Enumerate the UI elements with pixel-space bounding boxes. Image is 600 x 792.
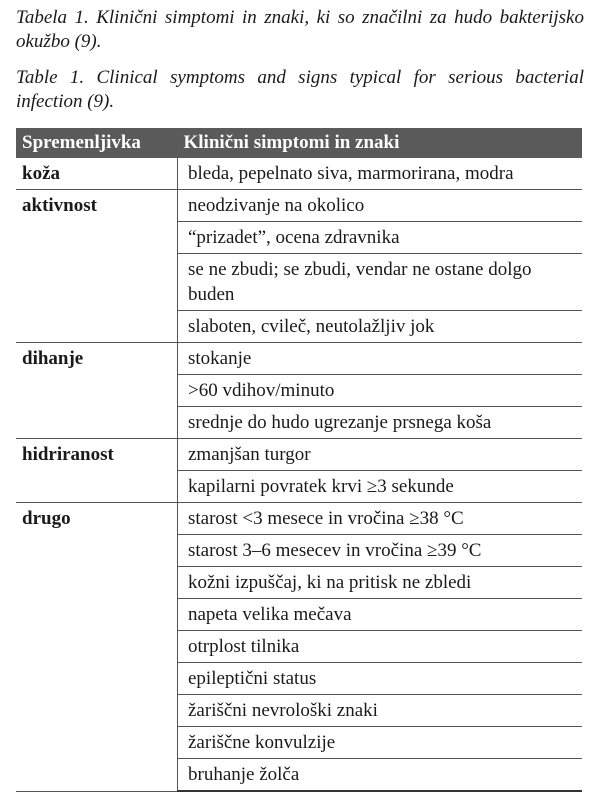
table-row [16, 503, 582, 535]
table-row [16, 311, 582, 343]
symptom-cell: “prizadet”, ocena zdravnika [178, 222, 583, 254]
header-variable: Spremenljivka [16, 128, 178, 158]
symptom-cell: starost <3 mesece in vročina ≥38 °C [178, 503, 583, 535]
table-row [16, 407, 582, 439]
variable-cell [16, 254, 178, 311]
symptom-cell: starost 3–6 mesecev in vročina ≥39 °C [178, 535, 583, 567]
symptom-cell: srednje do hudo ugrezanje prsnega koša [178, 407, 583, 439]
symptom-cell: neodzivanje na okolico [178, 190, 583, 222]
symptom-cell: žariščne konvulzije [178, 727, 583, 759]
variable-cell [16, 222, 178, 254]
table-row [16, 190, 582, 222]
symptom-cell: otrplost tilnika [178, 631, 583, 663]
symptom-cell: kapilarni povratek krvi ≥3 sekunde [178, 471, 583, 503]
table-body [16, 158, 582, 791]
variable-cell [16, 599, 178, 631]
table-row [16, 759, 582, 792]
variable-cell: hidriranost [22, 444, 114, 465]
table-row [16, 695, 582, 727]
symptom-cell: se ne zbudi; se zbudi, vendar ne ostane dolgo buden [178, 254, 583, 311]
variable-cell [16, 759, 178, 792]
header-symptoms: Klinični simptomi in znaki [178, 128, 583, 158]
variable-cell [16, 535, 178, 567]
table-row [16, 631, 582, 663]
variable-cell [16, 567, 178, 599]
symptom-cell: slaboten, cvileč, neutolažljiv jok [178, 311, 583, 343]
table-caption-english: Table 1. Clinical symptoms and signs typical for serious bacterial infection (9). [16, 67, 584, 112]
table-row [16, 158, 582, 190]
variable-cell [16, 471, 178, 503]
variable-cell [16, 407, 178, 439]
symptom-cell: epileptični status [178, 663, 583, 695]
variable-cell: aktivnost [22, 195, 97, 216]
symptom-cell: napeta velika mečava [178, 599, 583, 631]
symptom-cell: stokanje [178, 343, 583, 375]
table-row [16, 222, 582, 254]
table-row [16, 599, 582, 631]
variable-cell: koža [16, 158, 178, 190]
variable-cell [16, 695, 178, 727]
variable-cell: drugo [22, 508, 71, 529]
table-row [16, 343, 582, 375]
symptom-cell: kožni izpuščaj, ki na pritisk ne zbledi [178, 567, 583, 599]
table-row [16, 254, 582, 311]
table-row [16, 535, 582, 567]
symptoms-table [16, 128, 582, 792]
table-header-row [16, 128, 582, 158]
variable-cell [16, 311, 178, 343]
table-row [16, 375, 582, 407]
symptom-cell: zmanjšan turgor [178, 439, 583, 471]
table-row [16, 663, 582, 695]
variable-cell [16, 631, 178, 663]
variable-cell [16, 375, 178, 407]
table-caption-slovene: Tabela 1. Klinični simptomi in znaki, ki so značilni za hudo bakterijsko okužbo (9). [16, 7, 584, 52]
variable-cell: dihanje [22, 348, 84, 369]
symptom-cell: bleda, pepelnato siva, marmorirana, modra [178, 158, 583, 190]
symptom-cell: >60 vdihov/minuto [178, 375, 583, 407]
symptom-cell: žariščni nevrološki znaki [178, 695, 583, 727]
table-row [16, 567, 582, 599]
table-row [16, 727, 582, 759]
table-row [16, 471, 582, 503]
variable-cell [16, 727, 178, 759]
symptom-cell: bruhanje žolča [178, 759, 583, 792]
variable-cell [16, 663, 178, 695]
table-row [16, 439, 582, 471]
